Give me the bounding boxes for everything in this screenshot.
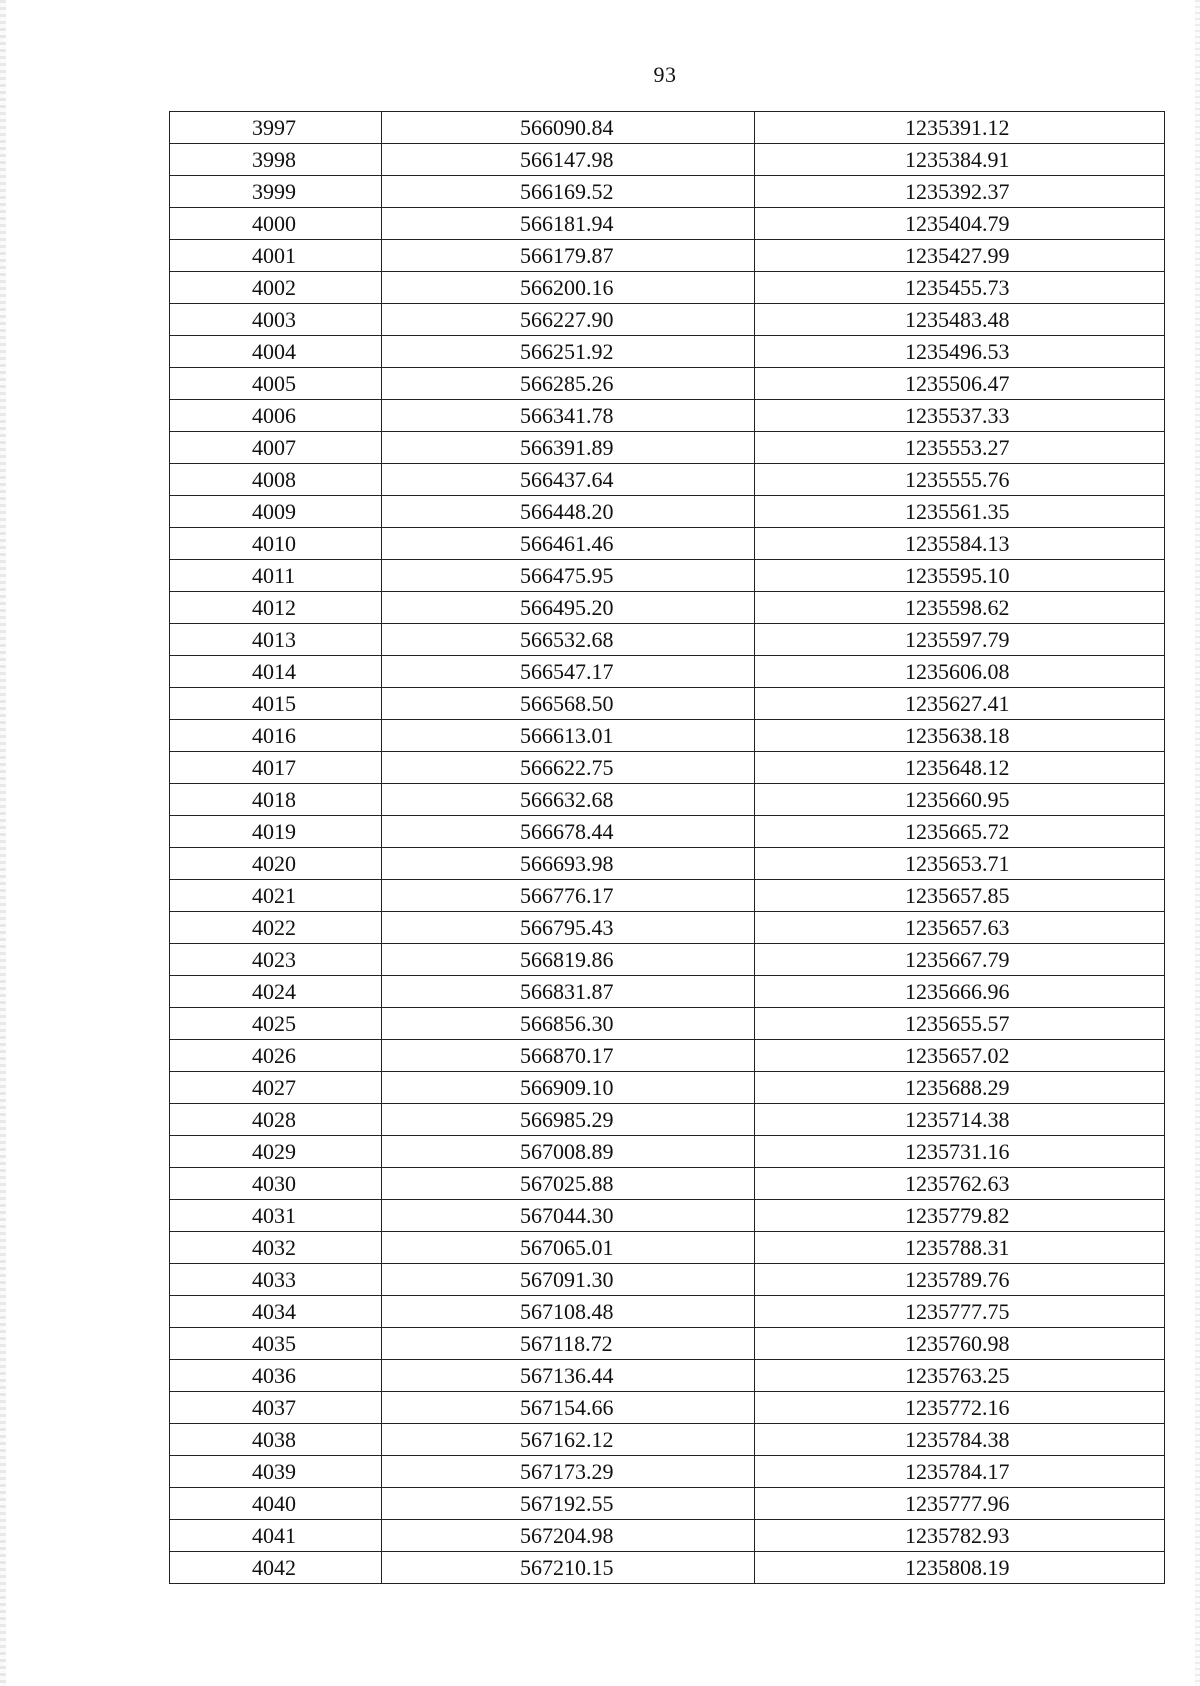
table-row: [170, 1328, 1165, 1360]
y-coordinate-cell: 1235553.27: [755, 432, 1165, 464]
y-coordinate-cell: 1235392.37: [755, 176, 1165, 208]
x-coordinate-cell: 567065.01: [382, 1232, 755, 1264]
y-coordinate-cell: 1235657.85: [755, 880, 1165, 912]
scan-right-edge: [1195, 0, 1200, 1686]
y-coordinate-cell: 1235627.41: [755, 688, 1165, 720]
y-coordinate-cell: 1235688.29: [755, 1072, 1165, 1104]
x-coordinate-cell: 567118.72: [382, 1328, 755, 1360]
point-id-cell: 4006: [170, 400, 382, 432]
table-row: [170, 752, 1165, 784]
table-row: [170, 240, 1165, 272]
x-coordinate-cell: 567108.48: [382, 1296, 755, 1328]
table-row: [170, 1456, 1165, 1488]
table-row: [170, 1104, 1165, 1136]
table-row: [170, 880, 1165, 912]
point-id-cell: 4010: [170, 528, 382, 560]
point-id-cell: 4042: [170, 1552, 382, 1584]
point-id-cell: 4033: [170, 1264, 382, 1296]
x-coordinate-cell: 567044.30: [382, 1200, 755, 1232]
y-coordinate-cell: 1235731.16: [755, 1136, 1165, 1168]
y-coordinate-cell: 1235506.47: [755, 368, 1165, 400]
point-id-cell: 4030: [170, 1168, 382, 1200]
x-coordinate-cell: 566693.98: [382, 848, 755, 880]
x-coordinate-cell: 566819.86: [382, 944, 755, 976]
x-coordinate-cell: 566985.29: [382, 1104, 755, 1136]
table-row: [170, 816, 1165, 848]
point-id-cell: 4013: [170, 624, 382, 656]
x-coordinate-cell: 566568.50: [382, 688, 755, 720]
y-coordinate-cell: 1235606.08: [755, 656, 1165, 688]
point-id-cell: 4000: [170, 208, 382, 240]
point-id-cell: 4040: [170, 1488, 382, 1520]
x-coordinate-cell: 566613.01: [382, 720, 755, 752]
x-coordinate-cell: 566169.52: [382, 176, 755, 208]
table-row: [170, 688, 1165, 720]
y-coordinate-cell: 1235455.73: [755, 272, 1165, 304]
y-coordinate-cell: 1235782.93: [755, 1520, 1165, 1552]
point-id-cell: 4038: [170, 1424, 382, 1456]
y-coordinate-cell: 1235760.98: [755, 1328, 1165, 1360]
point-id-cell: 4009: [170, 496, 382, 528]
table-row: [170, 1136, 1165, 1168]
point-id-cell: 4019: [170, 816, 382, 848]
table-row: [170, 1232, 1165, 1264]
y-coordinate-cell: 1235772.16: [755, 1392, 1165, 1424]
y-coordinate-cell: 1235638.18: [755, 720, 1165, 752]
y-coordinate-cell: 1235667.79: [755, 944, 1165, 976]
table-row: [170, 272, 1165, 304]
y-coordinate-cell: 1235595.10: [755, 560, 1165, 592]
x-coordinate-cell: 567025.88: [382, 1168, 755, 1200]
table-row: [170, 1072, 1165, 1104]
x-coordinate-cell: 567162.12: [382, 1424, 755, 1456]
point-id-cell: 4012: [170, 592, 382, 624]
x-coordinate-cell: 566831.87: [382, 976, 755, 1008]
point-id-cell: 4014: [170, 656, 382, 688]
y-coordinate-cell: 1235763.25: [755, 1360, 1165, 1392]
x-coordinate-cell: 566870.17: [382, 1040, 755, 1072]
y-coordinate-cell: 1235777.96: [755, 1488, 1165, 1520]
point-id-cell: 4020: [170, 848, 382, 880]
x-coordinate-cell: 566475.95: [382, 560, 755, 592]
table-row: [170, 720, 1165, 752]
x-coordinate-cell: 566147.98: [382, 144, 755, 176]
x-coordinate-cell: 567204.98: [382, 1520, 755, 1552]
table-row: [170, 1392, 1165, 1424]
x-coordinate-cell: 566776.17: [382, 880, 755, 912]
table-row: [170, 528, 1165, 560]
x-coordinate-cell: 566341.78: [382, 400, 755, 432]
y-coordinate-cell: 1235561.35: [755, 496, 1165, 528]
table-row: [170, 144, 1165, 176]
table-row: [170, 208, 1165, 240]
table-row: [170, 912, 1165, 944]
table-row: [170, 848, 1165, 880]
table-row: [170, 336, 1165, 368]
x-coordinate-cell: 566391.89: [382, 432, 755, 464]
point-id-cell: 4003: [170, 304, 382, 336]
y-coordinate-cell: 1235784.17: [755, 1456, 1165, 1488]
x-coordinate-cell: 566448.20: [382, 496, 755, 528]
y-coordinate-cell: 1235653.71: [755, 848, 1165, 880]
table-row: [170, 592, 1165, 624]
y-coordinate-cell: 1235714.38: [755, 1104, 1165, 1136]
table-row: [170, 112, 1165, 144]
y-coordinate-cell: 1235537.33: [755, 400, 1165, 432]
point-id-cell: 4039: [170, 1456, 382, 1488]
point-id-cell: 3999: [170, 176, 382, 208]
table-row: [170, 432, 1165, 464]
table-row: [170, 464, 1165, 496]
x-coordinate-cell: 567008.89: [382, 1136, 755, 1168]
point-id-cell: 4016: [170, 720, 382, 752]
y-coordinate-cell: 1235555.76: [755, 464, 1165, 496]
table-row: [170, 368, 1165, 400]
table-row: [170, 784, 1165, 816]
x-coordinate-cell: 566251.92: [382, 336, 755, 368]
table-row: [170, 656, 1165, 688]
table-row: [170, 1200, 1165, 1232]
x-coordinate-cell: 566437.64: [382, 464, 755, 496]
point-id-cell: 3998: [170, 144, 382, 176]
x-coordinate-cell: 567091.30: [382, 1264, 755, 1296]
x-coordinate-cell: 566090.84: [382, 112, 755, 144]
point-id-cell: 4015: [170, 688, 382, 720]
point-id-cell: 4032: [170, 1232, 382, 1264]
y-coordinate-cell: 1235584.13: [755, 528, 1165, 560]
table-row: [170, 176, 1165, 208]
x-coordinate-cell: 566856.30: [382, 1008, 755, 1040]
point-id-cell: 4011: [170, 560, 382, 592]
table-row: [170, 624, 1165, 656]
point-id-cell: 4037: [170, 1392, 382, 1424]
y-coordinate-cell: 1235391.12: [755, 112, 1165, 144]
x-coordinate-cell: 566181.94: [382, 208, 755, 240]
y-coordinate-cell: 1235762.63: [755, 1168, 1165, 1200]
table-row: [170, 400, 1165, 432]
x-coordinate-cell: 566547.17: [382, 656, 755, 688]
table-row: [170, 1168, 1165, 1200]
scan-left-edge: [0, 0, 6, 1686]
x-coordinate-cell: 566622.75: [382, 752, 755, 784]
y-coordinate-cell: 1235404.79: [755, 208, 1165, 240]
y-coordinate-cell: 1235483.48: [755, 304, 1165, 336]
point-id-cell: 4004: [170, 336, 382, 368]
x-coordinate-cell: 566200.16: [382, 272, 755, 304]
point-id-cell: 4023: [170, 944, 382, 976]
x-coordinate-cell: 567136.44: [382, 1360, 755, 1392]
x-coordinate-cell: 566632.68: [382, 784, 755, 816]
y-coordinate-cell: 1235657.02: [755, 1040, 1165, 1072]
point-id-cell: 4005: [170, 368, 382, 400]
x-coordinate-cell: 566678.44: [382, 816, 755, 848]
coordinate-table-body: [170, 112, 1165, 1584]
x-coordinate-cell: 566285.26: [382, 368, 755, 400]
x-coordinate-cell: 567210.15: [382, 1552, 755, 1584]
point-id-cell: 4021: [170, 880, 382, 912]
point-id-cell: 4036: [170, 1360, 382, 1392]
point-id-cell: 3997: [170, 112, 382, 144]
point-id-cell: 4034: [170, 1296, 382, 1328]
table-row: [170, 944, 1165, 976]
table-row: [170, 1552, 1165, 1584]
x-coordinate-cell: 567154.66: [382, 1392, 755, 1424]
point-id-cell: 4035: [170, 1328, 382, 1360]
point-id-cell: 4025: [170, 1008, 382, 1040]
point-id-cell: 4029: [170, 1136, 382, 1168]
y-coordinate-cell: 1235665.72: [755, 816, 1165, 848]
y-coordinate-cell: 1235788.31: [755, 1232, 1165, 1264]
point-id-cell: 4031: [170, 1200, 382, 1232]
point-id-cell: 4022: [170, 912, 382, 944]
point-id-cell: 4026: [170, 1040, 382, 1072]
y-coordinate-cell: 1235657.63: [755, 912, 1165, 944]
y-coordinate-cell: 1235427.99: [755, 240, 1165, 272]
x-coordinate-cell: 567173.29: [382, 1456, 755, 1488]
x-coordinate-cell: 566795.43: [382, 912, 755, 944]
point-id-cell: 4007: [170, 432, 382, 464]
point-id-cell: 4028: [170, 1104, 382, 1136]
y-coordinate-cell: 1235496.53: [755, 336, 1165, 368]
y-coordinate-cell: 1235660.95: [755, 784, 1165, 816]
point-id-cell: 4041: [170, 1520, 382, 1552]
table-row: [170, 1296, 1165, 1328]
y-coordinate-cell: 1235597.79: [755, 624, 1165, 656]
y-coordinate-cell: 1235808.19: [755, 1552, 1165, 1584]
x-coordinate-cell: 566909.10: [382, 1072, 755, 1104]
coordinate-table: [169, 111, 1165, 1584]
table-row: [170, 304, 1165, 336]
y-coordinate-cell: 1235655.57: [755, 1008, 1165, 1040]
table-row: [170, 560, 1165, 592]
page-number: 93: [653, 62, 677, 87]
y-coordinate-cell: 1235666.96: [755, 976, 1165, 1008]
point-id-cell: 4001: [170, 240, 382, 272]
x-coordinate-cell: 566532.68: [382, 624, 755, 656]
point-id-cell: 4017: [170, 752, 382, 784]
y-coordinate-cell: 1235779.82: [755, 1200, 1165, 1232]
x-coordinate-cell: 566227.90: [382, 304, 755, 336]
point-id-cell: 4018: [170, 784, 382, 816]
y-coordinate-cell: 1235789.76: [755, 1264, 1165, 1296]
point-id-cell: 4008: [170, 464, 382, 496]
y-coordinate-cell: 1235648.12: [755, 752, 1165, 784]
x-coordinate-cell: 567192.55: [382, 1488, 755, 1520]
table-row: [170, 1040, 1165, 1072]
point-id-cell: 4024: [170, 976, 382, 1008]
x-coordinate-cell: 566179.87: [382, 240, 755, 272]
table-row: [170, 1264, 1165, 1296]
table-row: [170, 1424, 1165, 1456]
y-coordinate-cell: 1235598.62: [755, 592, 1165, 624]
table-row: [170, 1520, 1165, 1552]
table-row: [170, 1008, 1165, 1040]
table-row: [170, 1360, 1165, 1392]
y-coordinate-cell: 1235784.38: [755, 1424, 1165, 1456]
table-row: [170, 496, 1165, 528]
table-row: [170, 1488, 1165, 1520]
y-coordinate-cell: 1235777.75: [755, 1296, 1165, 1328]
x-coordinate-cell: 566461.46: [382, 528, 755, 560]
point-id-cell: 4027: [170, 1072, 382, 1104]
point-id-cell: 4002: [170, 272, 382, 304]
table-row: [170, 976, 1165, 1008]
x-coordinate-cell: 566495.20: [382, 592, 755, 624]
y-coordinate-cell: 1235384.91: [755, 144, 1165, 176]
